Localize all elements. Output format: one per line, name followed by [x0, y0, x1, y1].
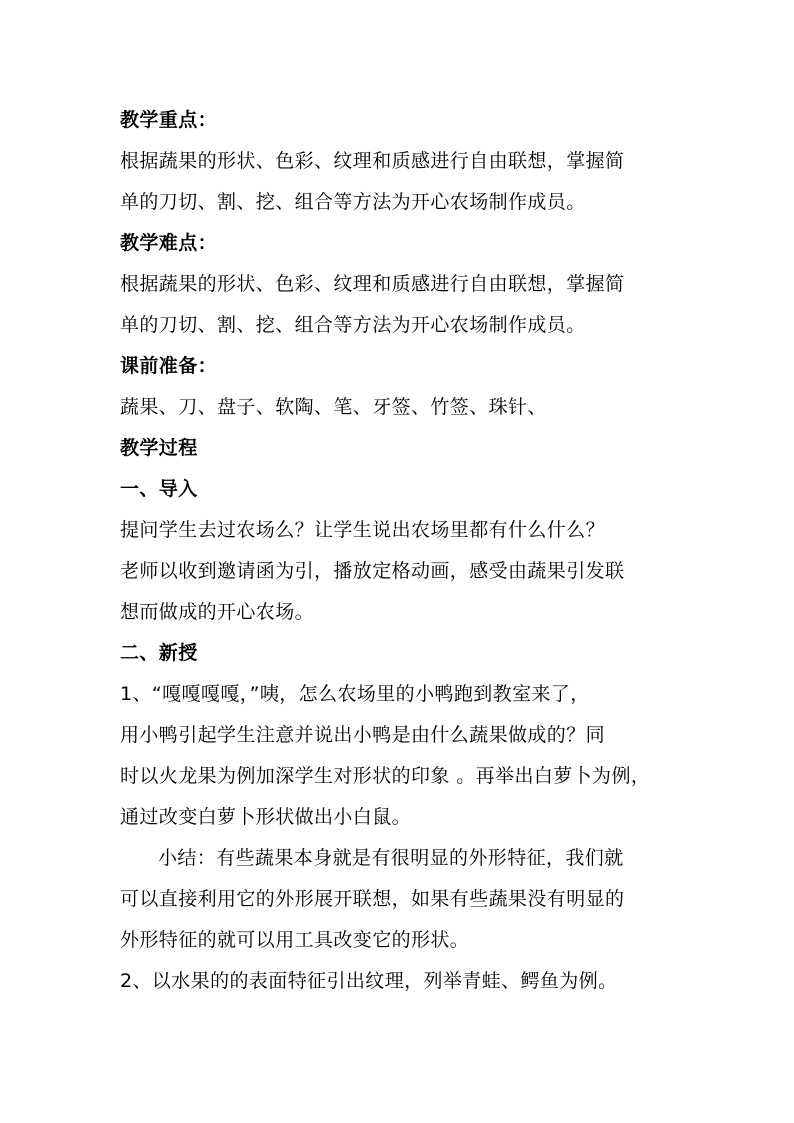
paragraph-line: 根据蔬果的形状、色彩、纹理和质感进行自由联想，掌握简 [120, 150, 625, 172]
paragraph-line: 外形特征的就可以用工具改变它的形状。 [120, 929, 470, 951]
paragraph-line: 通过改变白萝卜形状做出小白鼠。 [120, 806, 412, 828]
paragraph-line: 1、“嘎嘎嘎嘎，”咦，怎么农场里的小鸭跑到教室来了， [120, 683, 590, 705]
document-body [120, 100, 680, 1002]
section-heading-teaching-difficulty: 教学难点： [120, 232, 218, 254]
section-heading-introduction: 一、导入 [120, 478, 198, 500]
paragraph-line: 2、以水果的的表面特征引出纹理，列举青蛙、鳄鱼为例。 [120, 970, 618, 992]
summary-line: 小结：有些蔬果本身就是有很明显的外形特征，我们就 [158, 847, 624, 869]
paragraph-line: 根据蔬果的形状、色彩、纹理和质感进行自由联想，掌握简 [120, 273, 625, 295]
paragraph-line: 老师以收到邀请函为引，播放定格动画，感受由蔬果引发联 [120, 560, 625, 582]
paragraph-line: 单的刀切、割、挖、组合等方法为开心农场制作成员。 [120, 314, 586, 336]
paragraph-line: 用小鸭引起学生注意并说出小鸭是由什么蔬果做成的？同 [120, 724, 606, 746]
section-heading-teaching-process: 教学过程 [120, 437, 198, 459]
paragraph-line: 可以直接利用它的外形展开联想，如果有些蔬果没有明显的 [120, 888, 625, 910]
paragraph-line: 想而做成的开心农场。 [120, 601, 315, 623]
paragraph-line: 单的刀切、割、挖、组合等方法为开心农场制作成员。 [120, 191, 586, 213]
section-heading-teaching-focus: 教学重点： [120, 109, 218, 131]
paragraph-line: 提问学生去过农场么？让学生说出农场里都有什么什么？ [120, 519, 606, 541]
paragraph-line: 蔬果、刀、盘子、软陶、笔、牙签、竹签、珠针、 [120, 396, 547, 418]
paragraph-line: 时以火龙果为例加深学生对形状的印象 。再举出白萝卜为例， [120, 765, 651, 787]
section-heading-preparation: 课前准备： [120, 355, 218, 377]
section-heading-new-lesson: 二、新授 [120, 642, 198, 664]
